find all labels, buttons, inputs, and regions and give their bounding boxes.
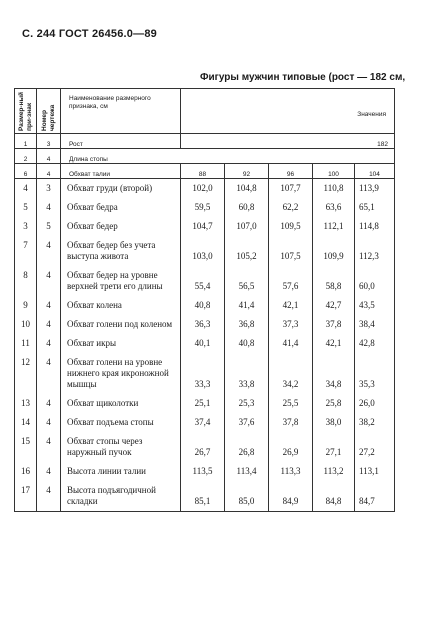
value-cell: 107,7 [269,179,313,199]
drawing-number: 4 [37,413,61,432]
value-cell: 109,5 [269,217,313,236]
value-cell: 40,8 [225,334,269,353]
drawing-number: 4 [37,481,61,512]
value-cell: 26,7 [181,432,225,462]
drawing-number: 4 [37,266,61,296]
drawing-number: 4 [37,462,61,481]
value-cell: 37,8 [269,413,313,432]
value-cell: 84,8 [313,481,355,512]
feature-name: Обхват колена [61,296,181,315]
value-cell: 38,2 [355,413,395,432]
row-number: 4 [15,179,37,199]
table-row [15,179,395,199]
value-cell: 41,4 [269,334,313,353]
row-number: 9 [15,296,37,315]
value-cell: 41,4 [225,296,269,315]
table-row [15,462,395,481]
value-cell: 113,4 [225,462,269,481]
page-header: С. 244 ГОСТ 26456.0—89 [22,28,157,40]
drawing-number: 4 [37,315,61,334]
table-row [15,432,395,462]
value-cell: 38,0 [313,413,355,432]
table-row [15,394,395,413]
value-cell: 112,3 [355,236,395,266]
value-cell: 57,6 [269,266,313,296]
table-row [15,353,395,394]
drawing-number: 4 [37,198,61,217]
feature-name: Обхват бедер на уровне верхней трети его длины [61,266,181,296]
value-cell: 55,4 [181,266,225,296]
value-cell: 84,9 [269,481,313,512]
waist-value: 88 [181,164,225,179]
feature-name: Обхват щиколотки [61,394,181,413]
row-number: 6 [15,164,37,179]
row-number: 17 [15,481,37,512]
value-cell: 56,5 [225,266,269,296]
value-cell: 37,3 [269,315,313,334]
row-number: 15 [15,432,37,462]
table-row [15,217,395,236]
value-cell: 37,4 [181,413,225,432]
feature-name: Обхват икры [61,334,181,353]
drawing-number: 4 [37,236,61,266]
value-cell: 25,5 [269,394,313,413]
value-cell: 109,9 [313,236,355,266]
table-row [15,413,395,432]
value-cell: 26,9 [269,432,313,462]
header-row [15,89,395,134]
table-title: Фигуры мужчин типовые (рост — 182 см, [200,72,406,83]
row-number: 5 [15,198,37,217]
row-number: 2 [15,149,37,164]
table-row [15,296,395,315]
feature-name: Обхват бедер [61,217,181,236]
data-rows [15,179,395,512]
value-cell: 113,1 [355,462,395,481]
value-cell: 40,1 [181,334,225,353]
feature-name: Рост [61,134,181,149]
header-size-feature: Размер-ный при-знак [15,89,37,134]
header-feature-name: Наименование размерного признака, см [61,89,181,134]
row-number: 16 [15,462,37,481]
value-cell: 40,8 [181,296,225,315]
value-cell: 38,4 [355,315,395,334]
waist-value: 92 [225,164,269,179]
row-number: 13 [15,394,37,413]
value-cell: 36,3 [181,315,225,334]
drawing-number: 4 [37,164,61,179]
value-cell: 103,0 [181,236,225,266]
row-number: 7 [15,236,37,266]
row-number: 1 [15,134,37,149]
value-cell: 43,5 [355,296,395,315]
value-cell: 25,8 [313,394,355,413]
row-number: 10 [15,315,37,334]
value-cell: 114,8 [355,217,395,236]
table-row [15,266,395,296]
feature-name: Обхват груди (второй) [61,179,181,199]
value-cell: 104,7 [181,217,225,236]
value-cell: 113,3 [269,462,313,481]
row-number: 12 [15,353,37,394]
value-cell: 42,1 [313,334,355,353]
value-cell: 85,0 [225,481,269,512]
value-cell: 33,8 [225,353,269,394]
value-cell: 27,1 [313,432,355,462]
feature-name: Обхват голени на уровне нижнего края икроножной мышцы [61,353,181,394]
table-row [15,134,395,149]
value-cell: 65,1 [355,198,395,217]
value-cell: 59,5 [181,198,225,217]
value-cell: 42,1 [269,296,313,315]
value-cell: 34,8 [313,353,355,394]
waist-value: 96 [269,164,313,179]
value-cell: 26,0 [355,394,395,413]
feature-name: Высота линии талии [61,462,181,481]
row-number: 11 [15,334,37,353]
value-cell: 113,9 [355,179,395,199]
value-cell: 27,2 [355,432,395,462]
value-cell: 63,6 [313,198,355,217]
value-cell: 35,3 [355,353,395,394]
table-row [15,315,395,334]
value-cell: 62,2 [269,198,313,217]
value-cell: 85,1 [181,481,225,512]
drawing-number: 4 [37,296,61,315]
value-cell: 113,2 [313,462,355,481]
table-row [15,149,395,164]
value-cell: 37,8 [313,315,355,334]
value-cell: 102,0 [181,179,225,199]
feature-name: Обхват стопы через наружный пучок [61,432,181,462]
value-cell: 58,8 [313,266,355,296]
value-cell: 25,1 [181,394,225,413]
feature-name: Обхват голени под коленом [61,315,181,334]
value-cell: 105,2 [225,236,269,266]
value-cell: 42,7 [313,296,355,315]
value-cell: 110,8 [313,179,355,199]
table-row [15,236,395,266]
feature-name: Обхват подъема стопы [61,413,181,432]
measurements-table [14,88,395,512]
value-cell: 37,6 [225,413,269,432]
value-cell: 60,8 [225,198,269,217]
feature-name: Длина стопы [61,149,395,164]
value-cell: 107,5 [269,236,313,266]
value-cell: 104,8 [225,179,269,199]
feature-name: Обхват талии [61,164,181,179]
table-row [15,198,395,217]
value-cell: 113,5 [181,462,225,481]
value-cell: 33,3 [181,353,225,394]
value-cell: 84,7 [355,481,395,512]
waist-value: 104 [355,164,395,179]
drawing-number: 4 [37,432,61,462]
table-row [15,481,395,512]
drawing-number: 4 [37,334,61,353]
header-values: Значения [181,89,395,134]
value-cell: 60,0 [355,266,395,296]
table-row [15,164,395,179]
value-cell: 42,8 [355,334,395,353]
waist-value: 100 [313,164,355,179]
row-number: 3 [15,217,37,236]
row-number: 8 [15,266,37,296]
value-cell: 25,3 [225,394,269,413]
row-number: 14 [15,413,37,432]
header-drawing-number: Номер чертежа [37,89,61,134]
feature-name: Обхват бедра [61,198,181,217]
drawing-number: 3 [37,179,61,199]
height-value: 182 [181,134,395,149]
value-cell: 36,8 [225,315,269,334]
value-cell: 112,1 [313,217,355,236]
value-cell: 26,8 [225,432,269,462]
feature-name: Обхват бедер без учета выступа живота [61,236,181,266]
drawing-number: 3 [37,134,61,149]
feature-name: Высота подъягодичной складки [61,481,181,512]
drawing-number: 5 [37,217,61,236]
value-cell: 34,2 [269,353,313,394]
drawing-number: 4 [37,353,61,394]
table-row [15,334,395,353]
drawing-number: 4 [37,394,61,413]
value-cell: 107,0 [225,217,269,236]
drawing-number: 4 [37,149,61,164]
